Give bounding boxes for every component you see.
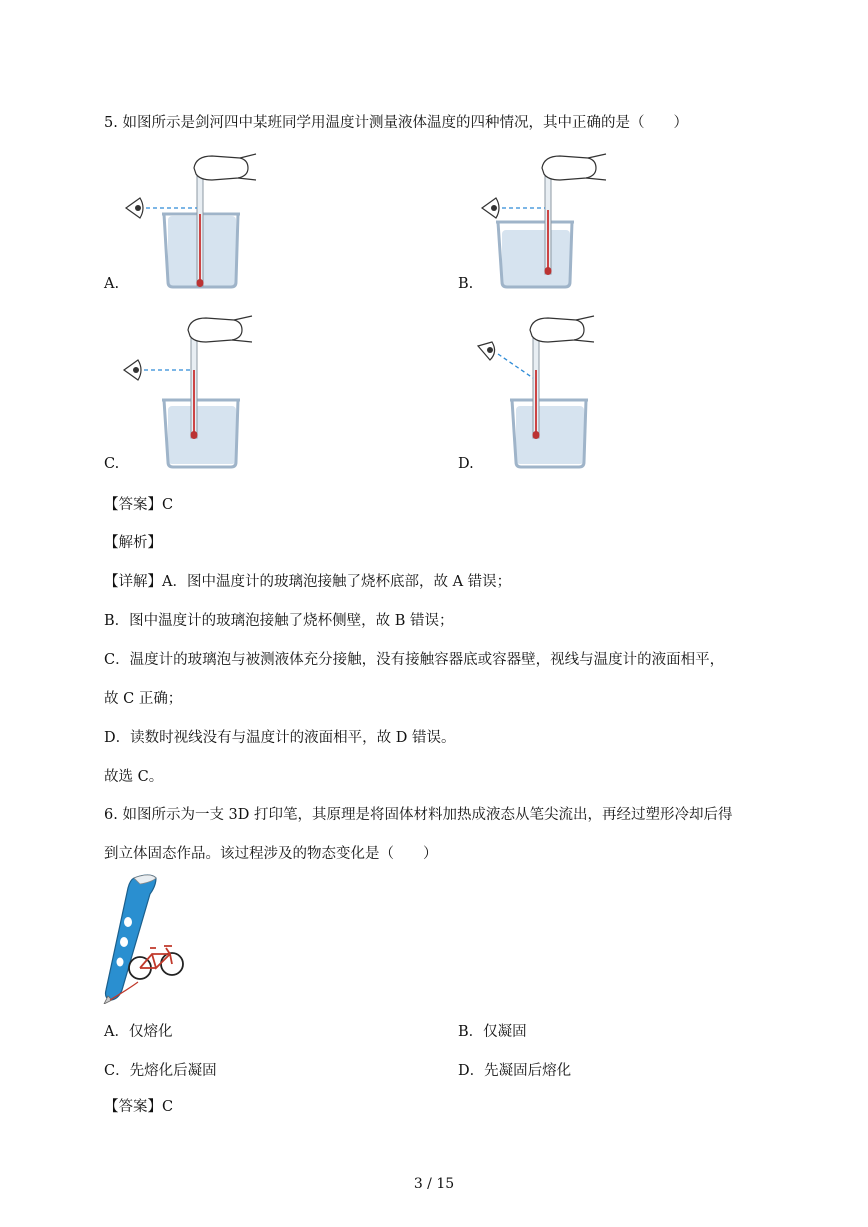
figure-3d-printing-pen [100, 872, 188, 1004]
q5-option-c-label: C. [104, 456, 120, 472]
q5-detail-line: D．读数时视线没有与温度计的液面相平，故 D 错误。 [104, 730, 456, 746]
q6-option-c: C．先熔化后凝固 [104, 1063, 217, 1079]
q5-detail-line: C．温度计的玻璃泡与被测液体充分接触，没有接触容器底或容器壁，视线与温度计的液面相平， [104, 652, 725, 668]
q5-stem: 5. 如图所示是剑河四中某班同学用温度计测量液体温度的四种情况，其中正确的是（ ） [104, 115, 688, 131]
q6-option-d: D．先凝固后熔化 [458, 1063, 572, 1079]
page-number: 3 / 15 [413, 1176, 455, 1192]
figure-b-thermometer-touching-wall [476, 150, 616, 292]
q5-detail-line: 故 C 正确； [104, 691, 183, 707]
q6-option-b: B．仅凝固 [458, 1024, 527, 1040]
figure-a-thermometer-touching-bottom [120, 150, 260, 292]
figure-c-correct-reading [120, 312, 260, 472]
q5-option-a-label: A. [104, 276, 120, 292]
q5-answer: 【答案】C [104, 497, 174, 513]
figure-d-incorrect-sightline [476, 312, 616, 472]
q6-answer: 【答案】C [104, 1099, 174, 1115]
q5-detail-line: 故选 C。 [104, 769, 164, 785]
q5-detail-line: B．图中温度计的玻璃泡接触了烧杯侧壁，故 B 错误； [104, 613, 454, 629]
q6-stem-line1: 6. 如图所示为一支 3D 打印笔，其原理是将固体材料加热成液态从笔尖流出，再经过塑形冷却后得 [104, 807, 733, 823]
q5-option-b-label: B. [458, 276, 474, 292]
q6-stem-line2: 到立体固态作品。该过程涉及的物态变化是（ ） [104, 846, 438, 862]
q5-analysis-heading: 【解析】 [104, 535, 162, 551]
q5-option-d-label: D. [458, 456, 474, 472]
q5-detail-line: 【详解】A．图中温度计的玻璃泡接触了烧杯底部，故 A 错误； [104, 574, 512, 590]
q6-option-a: A．仅熔化 [104, 1024, 173, 1040]
